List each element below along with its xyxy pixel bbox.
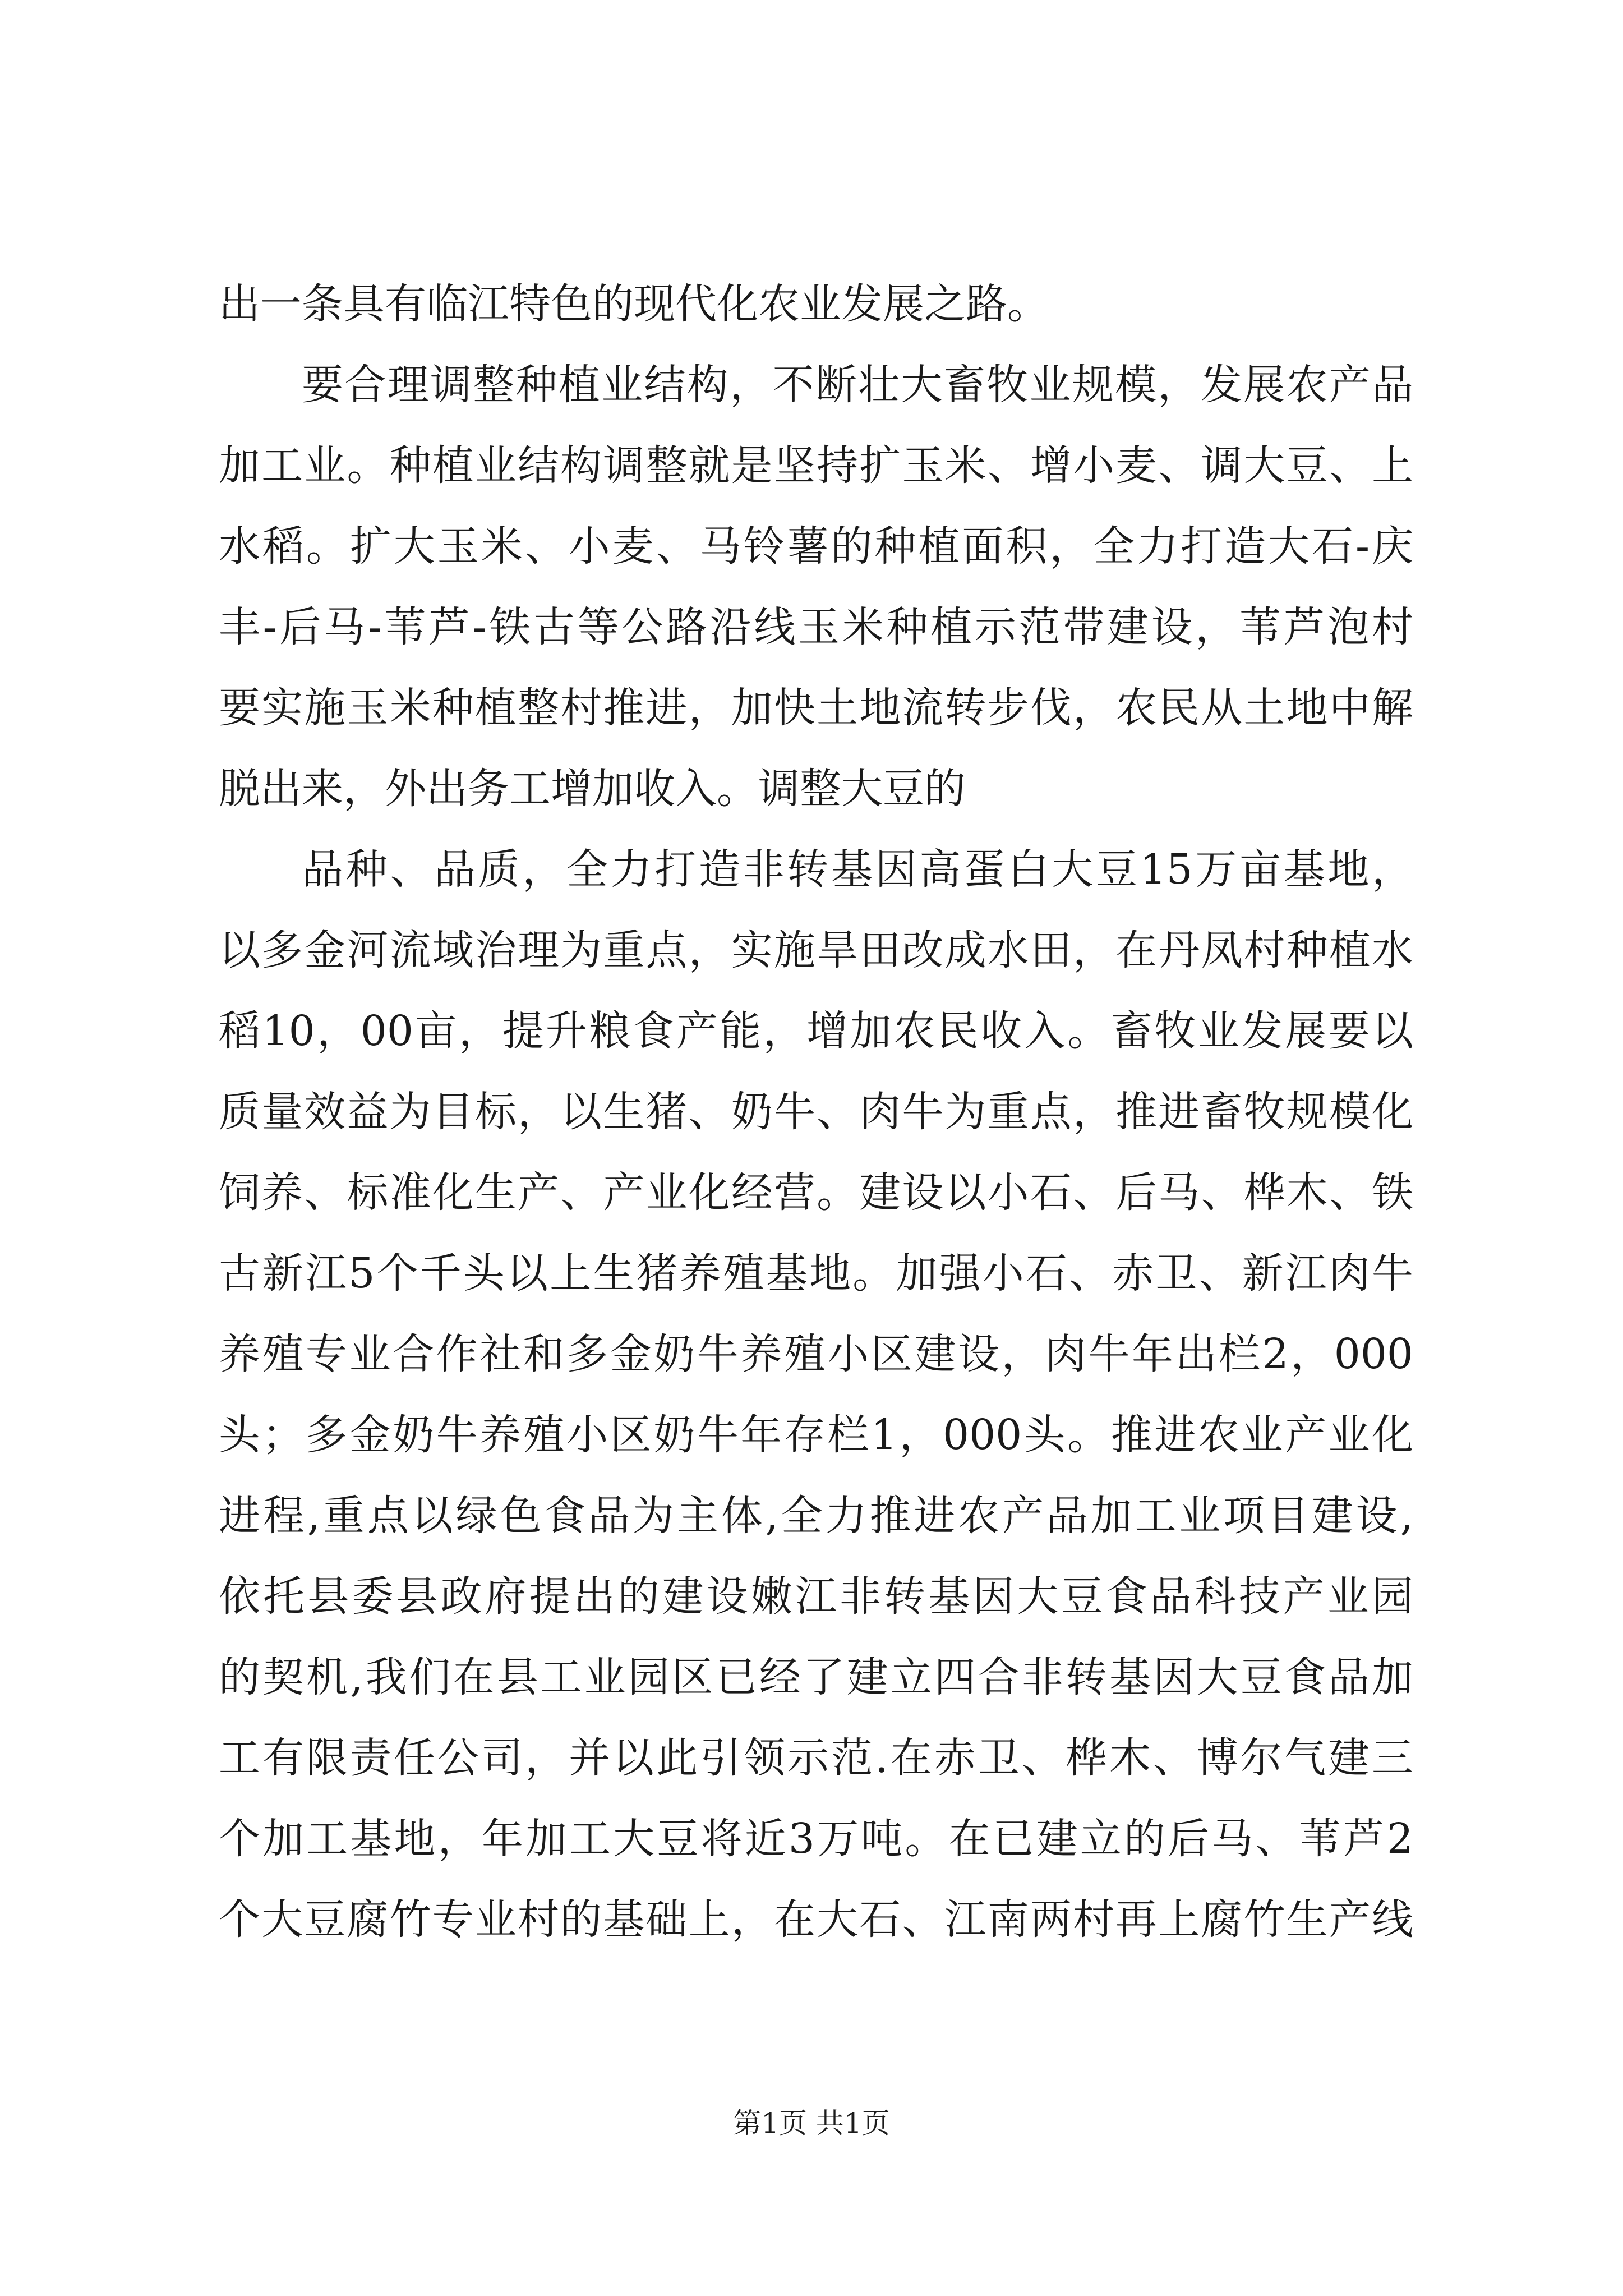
text-line: 养殖专业合作社和多金奶牛养殖小区建设，肉牛年出栏2，000 [219,1330,1413,1378]
text-line: 的契机,我们在县工业园区已经了建立四合非转基因大豆食品加 [219,1653,1413,1701]
text-line: 稻10，00亩，提升粮食产能，增加农民收入。畜牧业发展要以 [219,1007,1413,1055]
text-line: 依托县委县政府提出的建设嫩江非转基因大豆食品科技产业园 [219,1572,1413,1621]
text-line: 头；多金奶牛养殖小区奶牛年存栏1，000头。推进农业产业化 [219,1411,1413,1459]
text-line: 质量效益为目标，以生猪、奶牛、肉牛为重点，推进畜牧规模化 [219,1088,1413,1136]
text-line: 进程,重点以绿色食品为主体,全力推进农产品加工业项目建设, [219,1492,1413,1540]
text-line: 水稻。扩大玉米、小麦、马铃薯的种植面积，全力打造大石-庆 [219,522,1413,570]
page-number-label: 第1页 共1页 [733,2107,890,2139]
page-footer [0,2106,1623,2140]
text-line: 个加工基地，年加工大豆将近3万吨。在已建立的后马、苇芦2 [219,1815,1413,1863]
text-line: 古新江5个千头以上生猪养殖基地。加强小石、赤卫、新江肉牛 [219,1249,1413,1297]
text-line: 要实施玉米种植整村推进，加快土地流转步伐，农民从土地中解 [219,684,1413,732]
text-line: 饲养、标准化生产、产业化经营。建设以小石、后马、桦木、铁 [219,1168,1413,1217]
text-line: 品种、品质，全力打造非转基因高蛋白大豆15万亩基地， [302,845,1413,894]
text-line: 个大豆腐竹专业村的基础上，在大石、江南两村再上腐竹生产线 [219,1895,1413,1944]
text-line: 工有限责任公司，并以此引领示范.在赤卫、桦木、博尔气建三 [219,1734,1413,1782]
text-line: 脱出来，外出务工增加收入。调整大豆的 [219,765,966,813]
body-text [219,264,1413,1960]
text-line: 出一条具有临江特色的现代化农业发展之路。 [219,280,1049,328]
text-line: 加工业。种植业结构调整就是坚持扩玉米、增小麦、调大豆、上 [219,441,1413,490]
text-line: 要合理调整种植业结构，不断壮大畜牧业规模，发展农产品 [302,361,1413,409]
text-line: 以多金河流域治理为重点，实施旱田改成水田，在丹凤村种植水 [219,926,1413,974]
text-line: 丰-后马-苇芦-铁古等公路沿线玉米种植示范带建设，苇芦泡村 [219,603,1413,651]
